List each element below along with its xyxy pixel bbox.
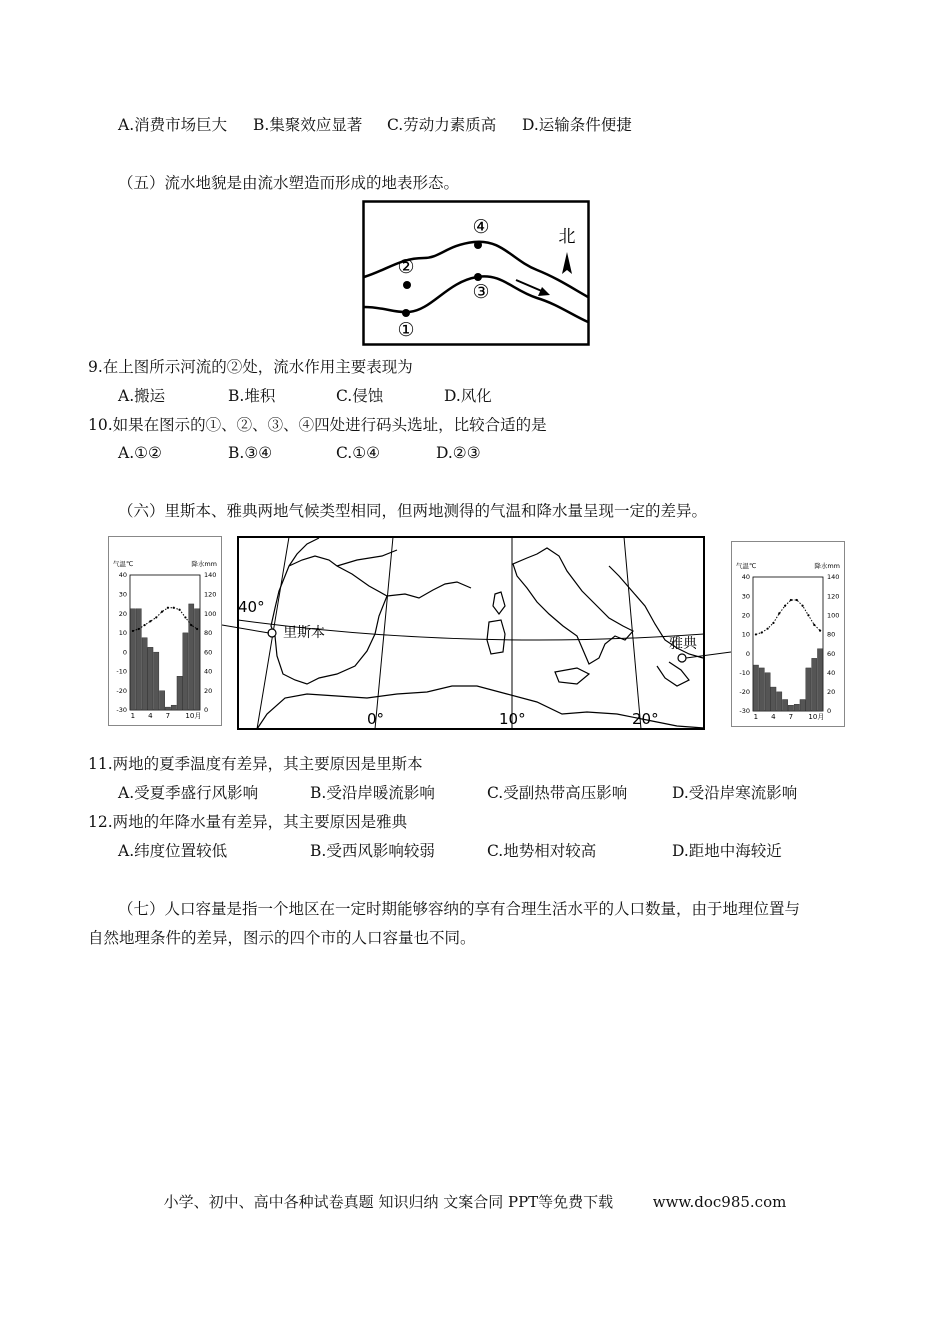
temp-point-12: [819, 630, 821, 632]
temp-point-10: [184, 616, 186, 618]
temp-tick--20: -20: [739, 688, 750, 697]
q10-options: [118, 443, 481, 463]
precip-bar-7: [788, 705, 793, 711]
section7-line1: （七）人口容量是指一个地区在一定时期能够容纳的享有合理生活水平的人口数量，由于地理位置与: [118, 900, 801, 918]
temp-tick-20: 20: [118, 609, 127, 618]
precip-bar-10: [183, 633, 188, 710]
temp-point-3: [143, 624, 145, 626]
q11-option-d: D.受沿岸寒流影响: [672, 784, 798, 802]
temp-tick-40: 40: [741, 573, 750, 582]
temp-axis-label: 气温℃: [113, 560, 134, 568]
precip-bar-1: [130, 609, 135, 710]
precip-axis-label: 降水mm: [814, 562, 840, 570]
temp-point-4: [772, 622, 774, 624]
lisbon-marker: [268, 629, 276, 637]
lon-20-label: 20°: [632, 710, 659, 728]
mediterranean-map: [237, 536, 705, 730]
q12-options: [118, 841, 782, 861]
temp-point-1: [132, 630, 134, 632]
precip-bar-10: [806, 668, 811, 711]
q9-option-d: D.风化: [444, 387, 492, 405]
precip-bar-4: [148, 647, 153, 710]
point-4-label: ④: [472, 216, 490, 238]
precip-bar-12: [817, 649, 822, 711]
temp-point-5: [778, 612, 780, 614]
temp-tick-10: 10: [118, 629, 127, 638]
temp-point-12: [196, 628, 198, 630]
q11-options: [118, 783, 797, 803]
precip-tick-60: 60: [827, 649, 836, 658]
precip-tick-100: 100: [204, 609, 217, 618]
q12-option-b: B.受西风影响较弱: [310, 842, 435, 860]
q11-option-a: A.受夏季盛行风影响: [118, 784, 259, 802]
precip-tick-0: 0: [827, 707, 832, 716]
precip-bar-11: [189, 604, 194, 710]
section7-line2: 自然地理条件的差异，图示的四个市的人口容量也不同。: [88, 929, 476, 947]
point-3-label: ③: [472, 281, 490, 303]
month-tick-1: 1: [753, 713, 759, 721]
q10-stem: 10.如果在图示的①、②、③、④四处进行码头选址，比较合适的是: [88, 416, 547, 434]
q12-option-d: D.距地中海较近: [672, 842, 782, 860]
footer: [0, 1191, 950, 1212]
precip-bar-9: [177, 676, 182, 710]
precip-bar-6: [159, 691, 164, 710]
q12-option-c: C.地势相对较高: [487, 842, 597, 860]
q9-option-c: C.侵蚀: [336, 387, 384, 405]
month-tick-10: 10月: [185, 712, 202, 720]
q8-option-b: B.集聚效应显著: [253, 116, 363, 134]
temp-point-11: [813, 624, 815, 626]
precip-bar-5: [154, 652, 159, 710]
temp-point-7: [167, 607, 169, 609]
temp-tick-10: 10: [741, 630, 750, 639]
q11-option-c: C.受副热带高压影响: [487, 784, 628, 802]
temp-point-9: [801, 605, 803, 607]
temp-point-10: [807, 614, 809, 616]
precip-axis-label: 降水mm: [191, 560, 217, 568]
precip-tick-20: 20: [204, 686, 213, 695]
q9-option-b: B.堆积: [228, 387, 276, 405]
athens-marker: [678, 654, 686, 662]
precip-tick-20: 20: [827, 688, 836, 697]
athens-climate-chart: [731, 541, 845, 727]
q8-option-c: C.劳动力素质高: [387, 116, 497, 134]
temp-tick-20: 20: [741, 611, 750, 620]
precip-bar-12: [194, 609, 199, 710]
temp-point-6: [161, 611, 163, 613]
precip-bar-11: [812, 658, 817, 711]
north-label: 北: [558, 227, 576, 247]
precip-bar-1: [753, 665, 758, 711]
precip-tick-80: 80: [204, 629, 213, 638]
temp-tick--30: -30: [739, 707, 750, 716]
temp-tick-0: 0: [122, 648, 127, 657]
precip-tick-0: 0: [204, 706, 209, 715]
temp-point-9: [178, 609, 180, 611]
precip-bar-8: [794, 704, 799, 711]
q12-stem: 12.两地的年降水量有差异，其主要原因是雅典: [88, 813, 408, 831]
point-1-label: ①: [397, 319, 415, 341]
precip-tick-140: 140: [827, 573, 840, 582]
temp-point-7: [790, 599, 792, 601]
point-1-marker: [402, 309, 410, 317]
q11-option-b: B.受沿岸暖流影响: [310, 784, 435, 802]
temp-point-11: [190, 624, 192, 626]
precip-bar-9: [800, 700, 805, 711]
temp-tick--30: -30: [116, 706, 127, 715]
river-figure: [362, 200, 590, 346]
temp-point-6: [784, 605, 786, 607]
precip-bar-5: [777, 692, 782, 711]
q8-options: [118, 115, 632, 135]
month-tick-7: 7: [165, 712, 171, 720]
q10-option-d: D.②③: [436, 444, 481, 462]
month-tick-7: 7: [788, 713, 794, 721]
point-4-marker: [474, 241, 482, 249]
temp-tick-40: 40: [118, 571, 127, 580]
precip-tick-140: 140: [204, 571, 217, 580]
precip-tick-80: 80: [827, 630, 836, 639]
q8-option-d: D.运输条件便捷: [522, 116, 632, 134]
precip-bar-6: [782, 700, 787, 711]
precip-bar-3: [765, 673, 770, 711]
temp-tick--20: -20: [116, 686, 127, 695]
footer-url[interactable]: www.doc985.com: [652, 1193, 787, 1211]
temp-axis-label: 气温℃: [736, 562, 757, 570]
temp-point-1: [755, 633, 757, 635]
point-3-marker: [474, 273, 482, 281]
temp-point-5: [155, 616, 157, 618]
precip-tick-120: 120: [827, 592, 840, 601]
q10-option-c: C.①④: [336, 444, 381, 462]
lisbon-climate-chart: [108, 536, 222, 726]
q11-stem: 11.两地的夏季温度有差异，其主要原因是里斯本: [88, 755, 423, 773]
precip-bar-3: [142, 638, 147, 710]
temp-point-2: [138, 628, 140, 630]
precip-tick-40: 40: [827, 668, 836, 677]
precip-bar-7: [165, 707, 170, 710]
q9-stem: 9.在上图所示河流的②处，流水作用主要表现为: [88, 358, 413, 376]
section5-intro: （五）流水地貌是由流水塑造而形成的地表形态。: [118, 174, 460, 192]
temp-point-8: [173, 607, 175, 609]
lat-40-label: 40°: [238, 598, 265, 616]
q8-option-a: A.消费市场巨大: [118, 116, 228, 134]
footer-text: 小学、初中、高中各种试卷真题 知识归纳 文案合同 PPT等免费下载: [163, 1193, 614, 1211]
temp-tick-0: 0: [745, 649, 750, 658]
precip-bar-4: [771, 687, 776, 711]
month-tick-4: 4: [148, 712, 153, 720]
q9-options: [118, 386, 492, 406]
temp-tick-30: 30: [118, 590, 127, 599]
precip-tick-100: 100: [827, 611, 840, 620]
temp-point-2: [761, 631, 763, 633]
precip-tick-60: 60: [204, 648, 213, 657]
lon-0-label: 0°: [367, 710, 385, 728]
lon-10-label: 10°: [499, 710, 526, 728]
q10-option-b: B.③④: [228, 444, 273, 462]
section6-intro: （六）里斯本、雅典两地气候类型相同，但两地测得的气温和降水量呈现一定的差异。: [118, 502, 708, 520]
athens-label: 雅典: [669, 636, 697, 652]
point-2-marker: [403, 281, 411, 289]
month-tick-10: 10月: [808, 713, 825, 721]
temp-tick-30: 30: [741, 592, 750, 601]
precip-tick-40: 40: [204, 667, 213, 676]
precip-bar-2: [136, 609, 141, 710]
lisbon-label: 里斯本: [283, 625, 325, 641]
temp-point-4: [149, 620, 151, 622]
month-tick-1: 1: [130, 712, 136, 720]
month-tick-4: 4: [771, 713, 776, 721]
precip-bar-2: [759, 668, 764, 711]
temp-point-8: [796, 599, 798, 601]
point-2-label: ②: [397, 256, 415, 278]
precip-bar-8: [171, 705, 176, 710]
temp-tick--10: -10: [739, 668, 750, 677]
q12-option-a: A.纬度位置较低: [118, 842, 228, 860]
temp-point-3: [766, 628, 768, 630]
temp-tick--10: -10: [116, 667, 127, 676]
q10-option-a: A.①②: [118, 444, 162, 462]
q9-option-a: A.搬运: [118, 387, 166, 405]
precip-tick-120: 120: [204, 590, 217, 599]
